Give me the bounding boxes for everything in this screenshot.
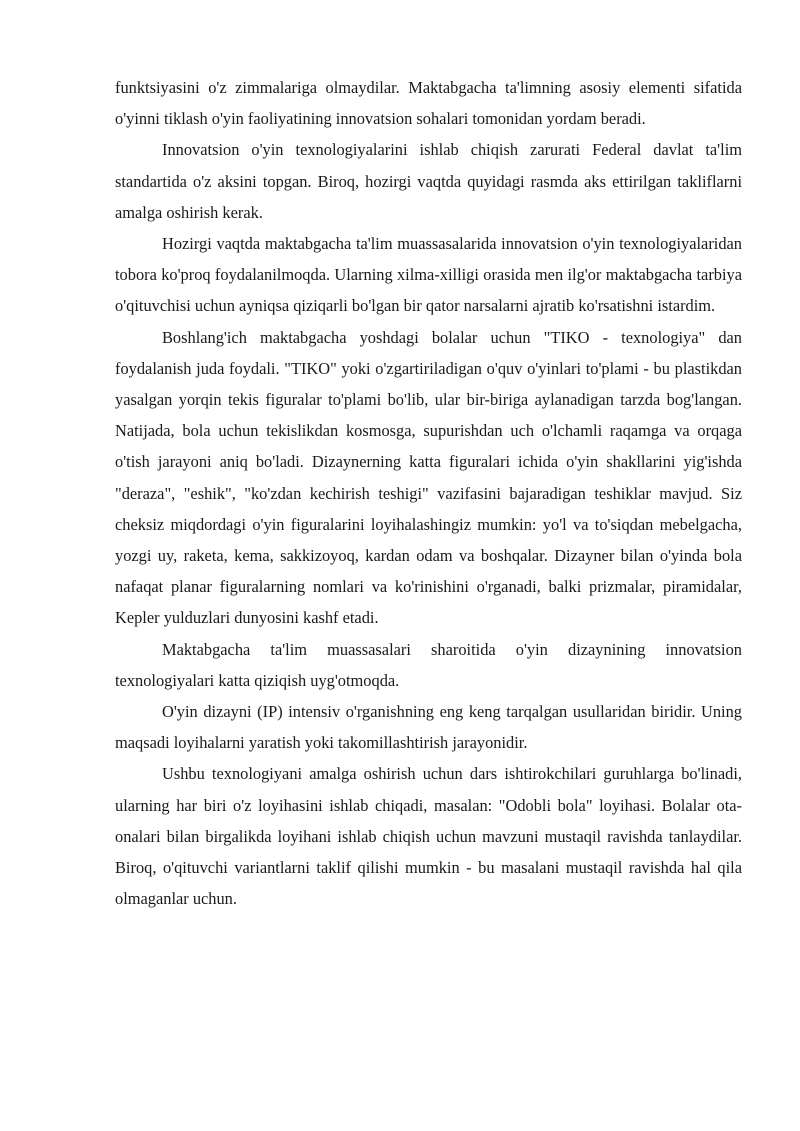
- paragraph-tiko-technology: Boshlang'ich maktabgacha yoshdagi bolalar uchun "TIKO - texnologiya" dan foydalanish juda foydali. "TIKO" yoki o'zgartiriladigan o'quv o'yinlari to'plami - bu plastikdan yasalgan yorqin tekis figuralar to'plami bo'lib, ular bir-biriga aylanadigan tarzda bog'langan. Natijada, bola uchun tekislikdan kosmosga, supurishdan uch o'lchamli raqamga va orqaga o'tish jarayoni aniq bo'ladi. Dizaynerning katta figuralari ichida o'yin shakllarini yig'ishda "deraza", "eshik", "ko'zdan kechirish teshigi" vazifasini bajaradigan teshiklar mavjud. Siz cheksiz miqdordagi o'yin figuralarini loyihalashingiz mumkin: yo'l va to'siqdan mebelgacha, yozgi uy, raketa, kema, sakkizoyoq, kardan odam va boshqalar. Dizayner bilan o'yinda bola nafaqat planar figuralarning nomlari va ko'rinishini o'rganadi, balki prizmalar, piramidalar, Kepler yulduzlari dunyosini kashf etadi.: [115, 327, 742, 628]
- paragraph-continued: funktsiyasini o'z zimmalariga olmaydilar. Maktabgacha ta'limning asosiy elementi sifatida o'yinni tiklash o'yin faoliyatining innovatsion sohalari tomonidan yordam beradi.: [115, 78, 742, 129]
- paragraph-project-groups: Ushbu texnologiyani amalga oshirish uchun dars ishtirokchilari guruhlarga bo'linadi, ularning har biri o'z loyihasini ishlab chiqadi, masalan: "Odobli bola" loyihasi. Bolalar ota-onalari bilan birgalikda loyihani ishlab chiqish uchun mavzuni mustaqil ravishda tanlaydilar. Biroq, o'qituvchi variantlarni taklif qilishi mumkin - bu masalani mustaqil ravishda hal qila olmaganlar uchun.: [115, 764, 742, 909]
- paragraph-game-design-definition: O'yin dizayni (IP) intensiv o'rganishning eng keng tarqalgan usullaridan biridir. Uning maqsadi loyihalarni yaratish yoki takomillashtirish jarayonidir.: [115, 702, 742, 753]
- paragraph-game-design-interest: Maktabgacha ta'lim muassasalari sharoitida o'yin dizaynining innovatsion texnologiyalari katta qiziqish uyg'otmoqda.: [115, 639, 742, 690]
- document-body: [115, 72, 742, 914]
- paragraph-innovation-need: Innovatsion o'yin texnologiyalarini ishlab chiqish zarurati Federal davlat ta'lim standartida o'z aksini topgan. Biroq, hozirgi vaqtda quyidagi rasmda aks ettirilgan takliflarni amalga oshirish kerak.: [115, 140, 742, 222]
- paragraph-current-usage: Hozirgi vaqtda maktabgacha ta'lim muassasalarida innovatsion o'yin texnologiyalaridan tobora ko'proq foydalanilmoqda. Ularning xilma-xilligi orasida men ilg'or maktabgacha tarbiya o'qituvchisi uchun ayniqsa qiziqarli bo'lgan bir qator narsalarni ajratib ko'rsatishni istardim.: [115, 234, 742, 316]
